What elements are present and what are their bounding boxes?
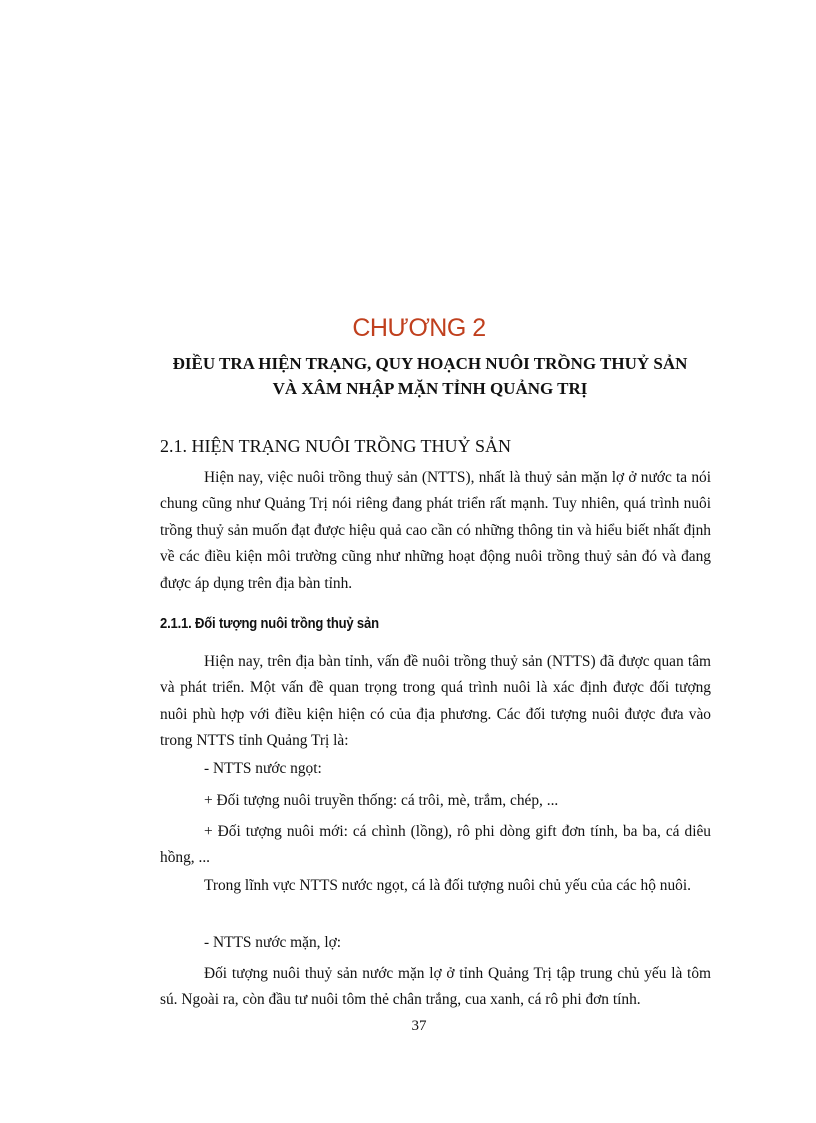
- chapter-label: CHƯƠNG 2: [352, 314, 486, 342]
- list-item-salt-water: - NTTS nước mặn, lợ:: [204, 934, 342, 951]
- paragraph-salt-water-species: Đối tượng nuôi thuỷ sản nước mặn lợ ở tỉnh Quảng Trị tập trung chủ yếu là tôm sú. Ngoài ra, còn đầu tư nuôi tôm thẻ chân trắng, cua xanh, cá rô phi đơn tính.: [160, 965, 711, 1009]
- subsection-heading: 2.1.1. Đối tượng nuôi trồng thuỷ sản: [160, 616, 379, 632]
- section-paragraph: Hiện nay, việc nuôi trồng thuỷ sản (NTTS), nhất là thuỷ sản mặn lợ ở nước ta nói chung cũng như Quảng Trị nói riêng đang phát triển rất mạnh. Tuy nhiên, quá trình nuôi trồng thuỷ sản muốn đạt được hiệu quả cao cần có những thông tin và hiểu biết nhất định về các điều kiện môi trường cũng như những hoạt động nuôi trồng thuỷ sản đó và đang được áp dụng trên địa bàn tỉnh.: [160, 469, 711, 592]
- list-item-new-species: + Đối tượng nuôi mới: cá chình (lồng), rô phi dòng gift đơn tính, ba ba, cá diêu hồng, ...: [160, 823, 711, 867]
- subsection-paragraph: Hiện nay, trên địa bàn tỉnh, vấn đề nuôi trồng thuỷ sản (NTTS) đã được quan tâm và phát triển. Một vấn đề quan trọng trong quá trình nuôi là xác định được đối tượng nuôi phù hợp với điều kiện hiện có của địa phương. Các đối tượng nuôi được đưa vào trong NTTS tỉnh Quảng Trị là:: [160, 653, 711, 750]
- page-number: 37: [411, 1018, 427, 1034]
- chapter-title-line-1: ĐIỀU TRA HIỆN TRẠNG, QUY HOẠCH NUÔI TRỒNG THUỶ SẢN: [172, 354, 688, 373]
- section-heading: 2.1. HIỆN TRẠNG NUÔI TRỒNG THUỶ SẢN: [160, 436, 511, 456]
- paragraph-fresh-water-fish: Trong lĩnh vực NTTS nước ngọt, cá là đối tượng nuôi chủ yếu của các hộ nuôi.: [204, 877, 691, 894]
- chapter-title-line-2: VÀ XÂM NHẬP MẶN TỈNH QUẢNG TRỊ: [272, 379, 588, 398]
- list-item-fresh-water: - NTTS nước ngọt:: [204, 760, 322, 777]
- chapter-title: [120, 351, 740, 401]
- list-item-traditional-species: + Đối tượng nuôi truyền thống: cá trôi, mè, trắm, chép, ...: [204, 792, 559, 809]
